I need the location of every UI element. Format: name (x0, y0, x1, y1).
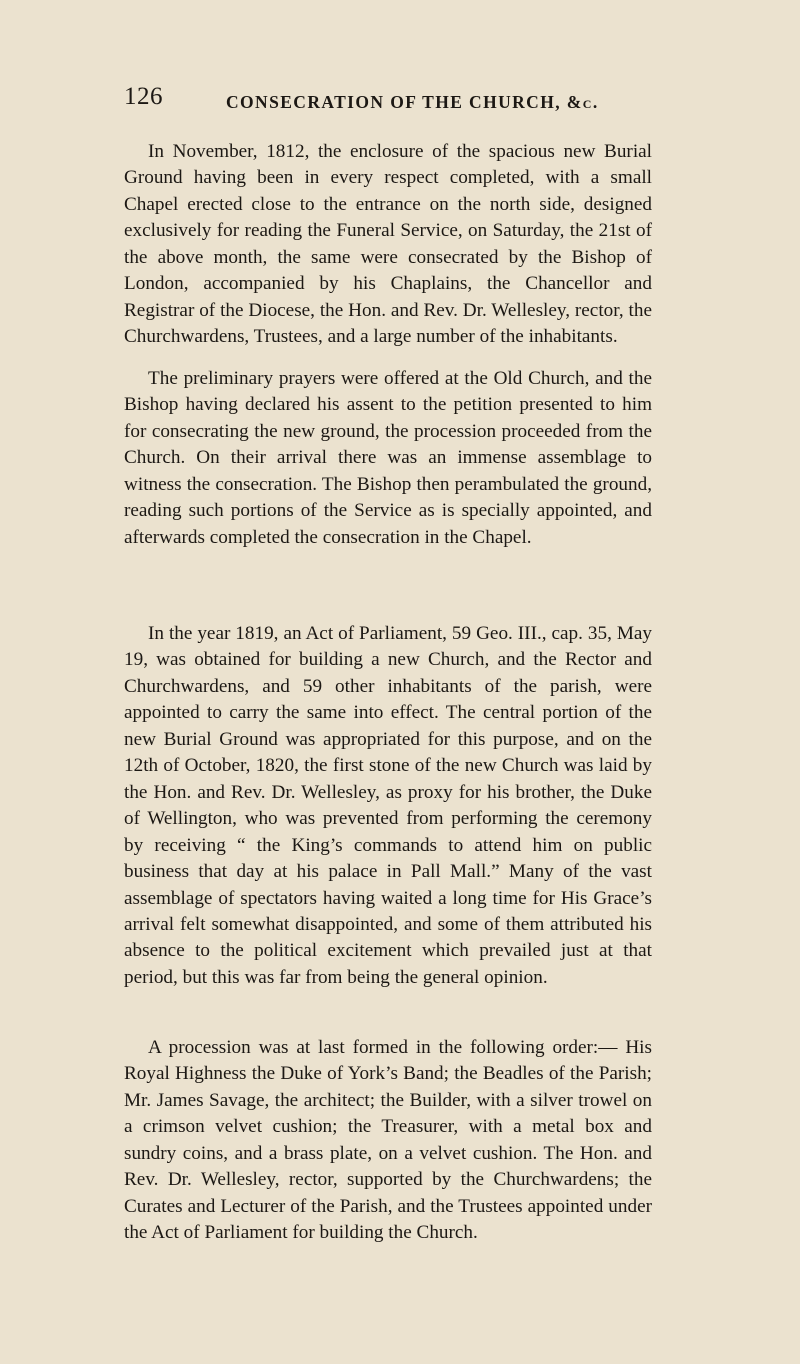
paragraph-procession: A procession was at last formed in the following order:— His Royal Highness the Duke of York’s Band; the Beadles of the Parish; Mr. James Savage, the architect; the Builder, with a silver trowel on a crimson velvet cushion; the Treasurer, with a metal box and sundry coins, and a brass plate, on a velvet cushion. The Hon. and Rev. Dr. Wellesley, rector, supported by the Churchwardens; the Curates and Lecturer of the Parish, and the Trustees appointed under the Act of Parliament for building the Church. (124, 1037, 652, 1244)
running-head: CONSECRATION OF THE CHURCH, &c. (226, 92, 599, 112)
paragraph-burial-ground: In November, 1812, the enclosure of the spacious new Burial Ground having been in every respect completed, with a small Chapel erected close to the entrance on the north side, designed exclusively for reading the Funeral Service, on Saturday, the 21st of the above month, the same were consecrated by the Bishop of London, accompanied by his Chaplains, the Chancellor and Registrar of the Diocese, the Hon. and Rev. Dr. Wellesley, rector, the Churchwardens, Trustees, and a large number of the inhabitants. (124, 141, 652, 348)
paragraph-act-of-parliament: In the year 1819, an Act of Parliament, 59 Geo. III., cap. 35, May 19, was obtained for building a new Church, and the Rector and Churchwardens, and 59 other inhabitants of the parish, were appointed to carry the same into effect. The central portion of the new Burial Ground was appropriated for this purpose, and on the 12th of October, 1820, the first stone of the new Church was laid by the Hon. and Rev. Dr. Wellesley, as proxy for his brother, the Duke of Wellington, who was prevented from performing the ceremony by receiving “ the King’s commands to attend him on public business that day at his palace in Pall Mall.” Many of the vast assemblage of spectators having waited a long time for His Grace’s arrival felt somewhat disappointed, and some of them attributed his absence to the political excitement which prevailed just at that period, but this was far from being the general opinion. (124, 623, 652, 988)
page-number: 126 (124, 83, 163, 110)
paragraph-preliminary-prayers: The preliminary prayers were offered at the Old Church, and the Bishop having declared his assent to the petition presented to him for consecrating the new ground, the procession proceeded from the Church. On their arrival there was an immense assemblage to witness the consecration. The Bishop then perambulated the ground, reading such portions of the Service as is specially appointed, and afterwards completed the consecration in the Chapel. (124, 368, 652, 548)
